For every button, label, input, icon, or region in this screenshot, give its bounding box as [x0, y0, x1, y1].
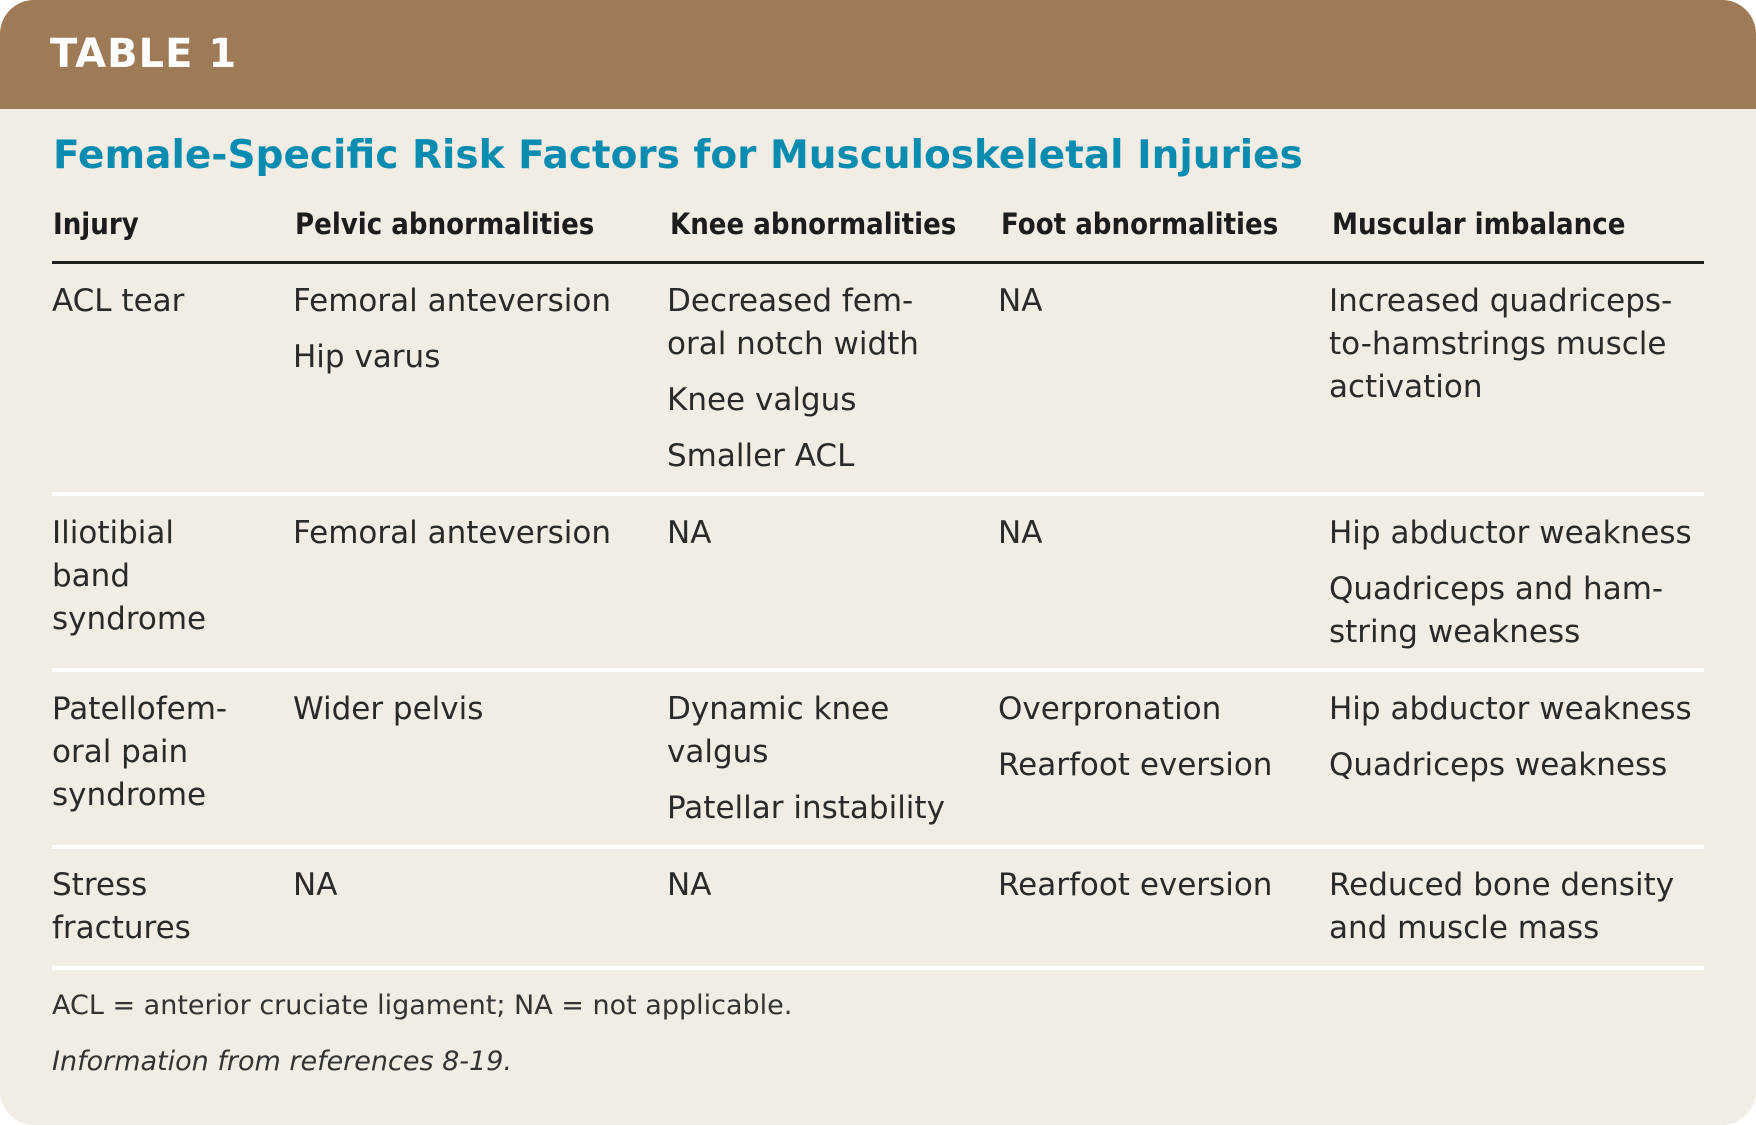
risk-factor-line: Knee valgus [667, 382, 857, 418]
header-injury: Injury [53, 207, 139, 241]
risk-factor-line: NA [998, 283, 1043, 319]
risk-factor-line: Decreased fem- [667, 283, 914, 319]
risk-factor [998, 280, 1042, 323]
table-footnote: ACL = anterior cruciate ligament; NA = not applicable. [52, 990, 793, 1021]
risk-factor [667, 280, 919, 366]
risk-factor-line: Dynamic knee [667, 691, 890, 727]
cell-foot [998, 280, 1042, 323]
risk-factor [1329, 744, 1692, 787]
risk-factor-line: Quadriceps weakness [1329, 747, 1668, 783]
cell-muscular [1329, 864, 1674, 950]
risk-factor-line: Hip abductor weakness [1329, 515, 1692, 551]
risk-factor-line: valgus [667, 734, 769, 770]
header-knee: Knee abnormalities [670, 207, 957, 241]
risk-factor [667, 688, 945, 774]
injury-name-line: syndrome [52, 777, 207, 813]
risk-factor-line: to-hamstrings muscle [1329, 326, 1667, 362]
row-divider [52, 966, 1704, 970]
risk-factor-line: Rearfoot eversion [998, 867, 1273, 903]
injury-name-line: band [52, 558, 130, 594]
injury-name-line: oral pain [52, 734, 189, 770]
cell-knee [667, 512, 711, 555]
header-muscular: Muscular imbalance [1332, 207, 1626, 241]
cell-pelvic [293, 512, 611, 555]
injury-name-line: Patellofem- [52, 691, 228, 727]
risk-factor-line: NA [667, 515, 712, 551]
risk-factor [667, 379, 919, 422]
cell-pelvic [293, 688, 483, 731]
risk-factor-line: Wider pelvis [293, 691, 484, 727]
injury-name-line: fractures [52, 910, 191, 946]
risk-factor [998, 744, 1272, 787]
injury-name-line: syndrome [52, 601, 207, 637]
risk-factor [293, 512, 611, 555]
risk-factor [998, 512, 1042, 555]
risk-factor-line: Increased quadriceps- [1329, 283, 1673, 319]
risk-factor-line: oral notch width [667, 326, 919, 362]
risk-factor [293, 336, 611, 379]
risk-factor [1329, 280, 1672, 409]
risk-factor [293, 864, 337, 907]
injury-name-line: ACL tear [52, 283, 185, 319]
risk-factor-line: NA [667, 867, 712, 903]
cell-knee [667, 280, 919, 478]
row-divider [52, 845, 1704, 849]
table-banner [0, 0, 1756, 109]
risk-factor [1329, 568, 1692, 654]
risk-factor-line: NA [293, 867, 338, 903]
cell-foot [998, 864, 1272, 907]
risk-factor [667, 787, 945, 830]
risk-factor-line: Hip abductor weakness [1329, 691, 1692, 727]
cell-knee [667, 864, 711, 907]
table-title: Female-Specific Risk Factors for Musculoskeletal Injuries [53, 133, 1303, 178]
cell-injury [52, 688, 227, 817]
row-divider [52, 492, 1704, 496]
risk-factor-line: NA [998, 515, 1043, 551]
header-pelvic: Pelvic abnormalities [295, 207, 595, 241]
cell-muscular [1329, 688, 1692, 787]
risk-factor-line: Rearfoot eversion [998, 747, 1273, 783]
risk-factor [293, 280, 611, 323]
risk-factor [1329, 688, 1692, 731]
risk-factor [667, 512, 711, 555]
risk-factor [998, 688, 1272, 731]
cell-injury [52, 864, 191, 950]
cell-foot [998, 688, 1272, 787]
risk-factor-line: string weakness [1329, 614, 1581, 650]
risk-factor [1329, 512, 1692, 555]
table-label: TABLE 1 [50, 31, 238, 77]
risk-factor-line: Hip varus [293, 339, 441, 375]
row-divider [52, 668, 1704, 672]
cell-injury [52, 280, 184, 323]
cell-foot [998, 512, 1042, 555]
risk-factor [667, 864, 711, 907]
risk-factor-line: Femoral anteversion [293, 283, 611, 319]
header-rule [52, 261, 1704, 264]
risk-factor-line: Reduced bone density [1329, 867, 1675, 903]
risk-factor-line: activation [1329, 369, 1483, 405]
risk-factor [293, 688, 483, 731]
risk-factor [667, 435, 919, 478]
risk-factor-line: Smaller ACL [667, 438, 855, 474]
table-source: Information from references 8-19. [52, 1046, 512, 1077]
risk-factor [998, 864, 1272, 907]
risk-factor-line: Overpronation [998, 691, 1222, 727]
injury-name-line: Iliotibial [52, 515, 175, 551]
injury-name-line: Stress [52, 867, 148, 903]
risk-factor-line: Quadriceps and ham- [1329, 571, 1664, 607]
risk-factor [1329, 864, 1674, 950]
cell-muscular [1329, 280, 1672, 409]
header-foot: Foot abnormalities [1001, 207, 1279, 241]
risk-factor-line: Patellar instability [667, 790, 945, 826]
cell-pelvic [293, 280, 611, 379]
cell-knee [667, 688, 945, 830]
risk-factor-line: and muscle mass [1329, 910, 1600, 946]
risk-factor-line: Femoral anteversion [293, 515, 611, 551]
cell-injury [52, 512, 206, 641]
cell-pelvic [293, 864, 337, 907]
cell-muscular [1329, 512, 1692, 654]
